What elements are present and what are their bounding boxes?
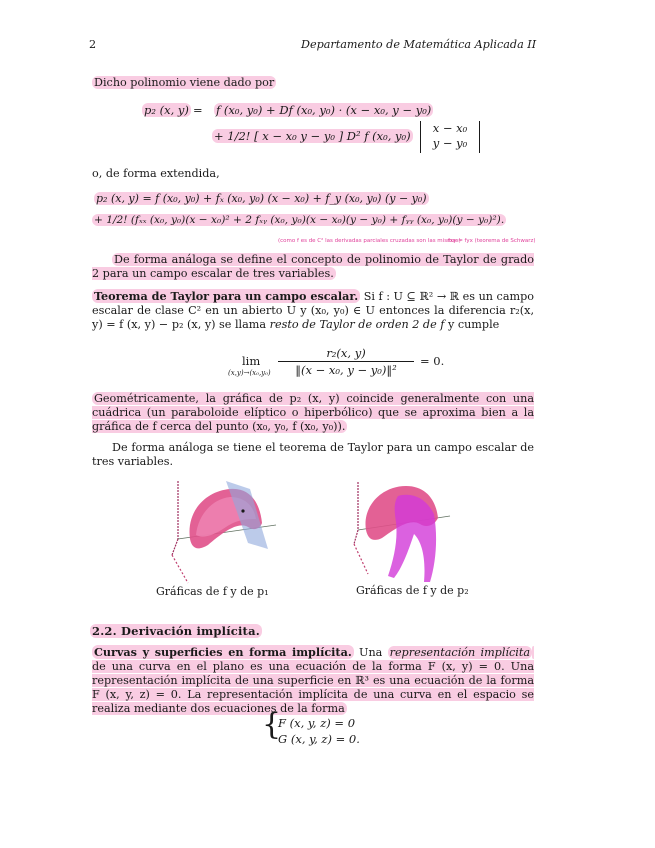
eq1-equals: = (193, 103, 203, 117)
eq1-line2: + 1/2! [ x − x₀ y − y₀ ] D² f (x₀, y₀) (214, 129, 411, 143)
eq1-vector (420, 121, 480, 153)
limit-fraction-bar (278, 361, 414, 362)
system-brace: { (262, 707, 282, 742)
running-title: Departamento de Matemática Aplicada II (301, 38, 537, 51)
section-heading: 2.2. Derivación implícita. (92, 624, 260, 638)
handwritten-note-left: (como f es de C² las derivadas parciales cruzadas son las mismas) (278, 238, 461, 244)
three-vars-paragraph: De forma análoga se define el concepto de polinomio de Taylor de grado 2 para un campo escalar de tres variables. (92, 253, 534, 280)
limit-lim: lim (242, 354, 261, 368)
eq1-line1: f (x₀, y₀) + Df (x₀, y₀) · (x − x₀, y − y₀) (216, 103, 432, 117)
theorem-title: Teorema de Taylor para un campo escalar. (94, 289, 359, 303)
implicit-paragraph: Curvas y superficies en forma implícita. Una representación implícita de una curva en el plano es una ecuación de la forma F (x, y) = 0. Una representación implícita de una superficie en ℝ³ es una ecuación de la forma F (x, y, z) = 0. La representación implícita de una curva en el espacio se realiza mediante dos ecuaciones de la forma (92, 645, 534, 715)
intro-text: Dicho polinomio viene dado por (94, 76, 275, 89)
implicit-term: representación implícita (389, 646, 531, 659)
figure-f-p1-caption: Gráficas de f y de p₁ (156, 585, 269, 598)
eq1-lhs: p₂ (x, y) (144, 103, 189, 117)
limit-rhs: = 0. (420, 354, 445, 368)
figure-f-p2-graphic (342, 478, 452, 588)
figure-f-p2-caption: Gráficas de f y de p₂ (356, 584, 469, 597)
theorem-paragraph: Teorema de Taylor para un campo escalar. Si f : U ⊆ ℝ² → ℝ es un campo escalar de clase C² en un abierto U y (x₀, y₀) ∈ U entonces la diferencia r₂(x, y) = f (x, y) − p₂ (x, y) se llama resto de Taylor de orden 2 de f y cumple (92, 289, 534, 331)
geom-paragraph: Geométricamente, la gráfica de p₂ (x, y) coincide generalmente con una cuádrica (un paraboloide elíptico o hiperbólico) que se aproxima bien a la gráfica de f cerca del punto (x₀, y₀, f (x₀, y₀)). (92, 392, 534, 433)
extended-paragraph: o, de forma extendida, (92, 167, 220, 180)
implicit-lead: Curvas y superficies en forma implícita. (94, 645, 352, 659)
system-eq-b: G (x, y, z) = 0. (278, 732, 360, 746)
handwritten-note-right: fxy = fyx (teorema de Schwarz) (448, 238, 536, 244)
theorem-term: resto de Taylor de orden 2 de f (269, 318, 445, 331)
eq1-vector-bottom: y − y₀ (432, 136, 468, 150)
page-number: 2 (89, 38, 97, 51)
eq2-line1: p₂ (x, y) = f (x₀, y₀) + fₓ (x₀, y₀) (x − x₀) + f_y (x₀, y₀) (y − y₀) (96, 192, 427, 205)
eq2-line2: + 1/2! (fₓₓ (x₀, y₀)(x − x₀)² + 2 fₓᵧ (x₀, y₀)(x − x₀)(y − y₀) + fᵧᵧ (x₀, y₀)(y − y₀)²). (94, 214, 505, 226)
figure-f-p1-graphic (168, 475, 278, 587)
system-eq-a: F (x, y, z) = 0 (278, 716, 356, 730)
figure-f-p1 (156, 475, 278, 598)
intro-paragraph (92, 76, 276, 90)
limit-numerator: r₂(x, y) (326, 346, 366, 360)
eq1-vector-top: x − x₀ (432, 121, 468, 135)
analog-paragraph: De forma análoga se tiene el teorema de Taylor para un campo escalar de tres variables. (92, 441, 534, 468)
figure-f-p2 (342, 478, 469, 597)
limit-sub: (x,y)→(x₀,y₀) (228, 369, 271, 377)
limit-denominator: ‖(x − x₀, y − y₀)‖² (295, 363, 397, 377)
